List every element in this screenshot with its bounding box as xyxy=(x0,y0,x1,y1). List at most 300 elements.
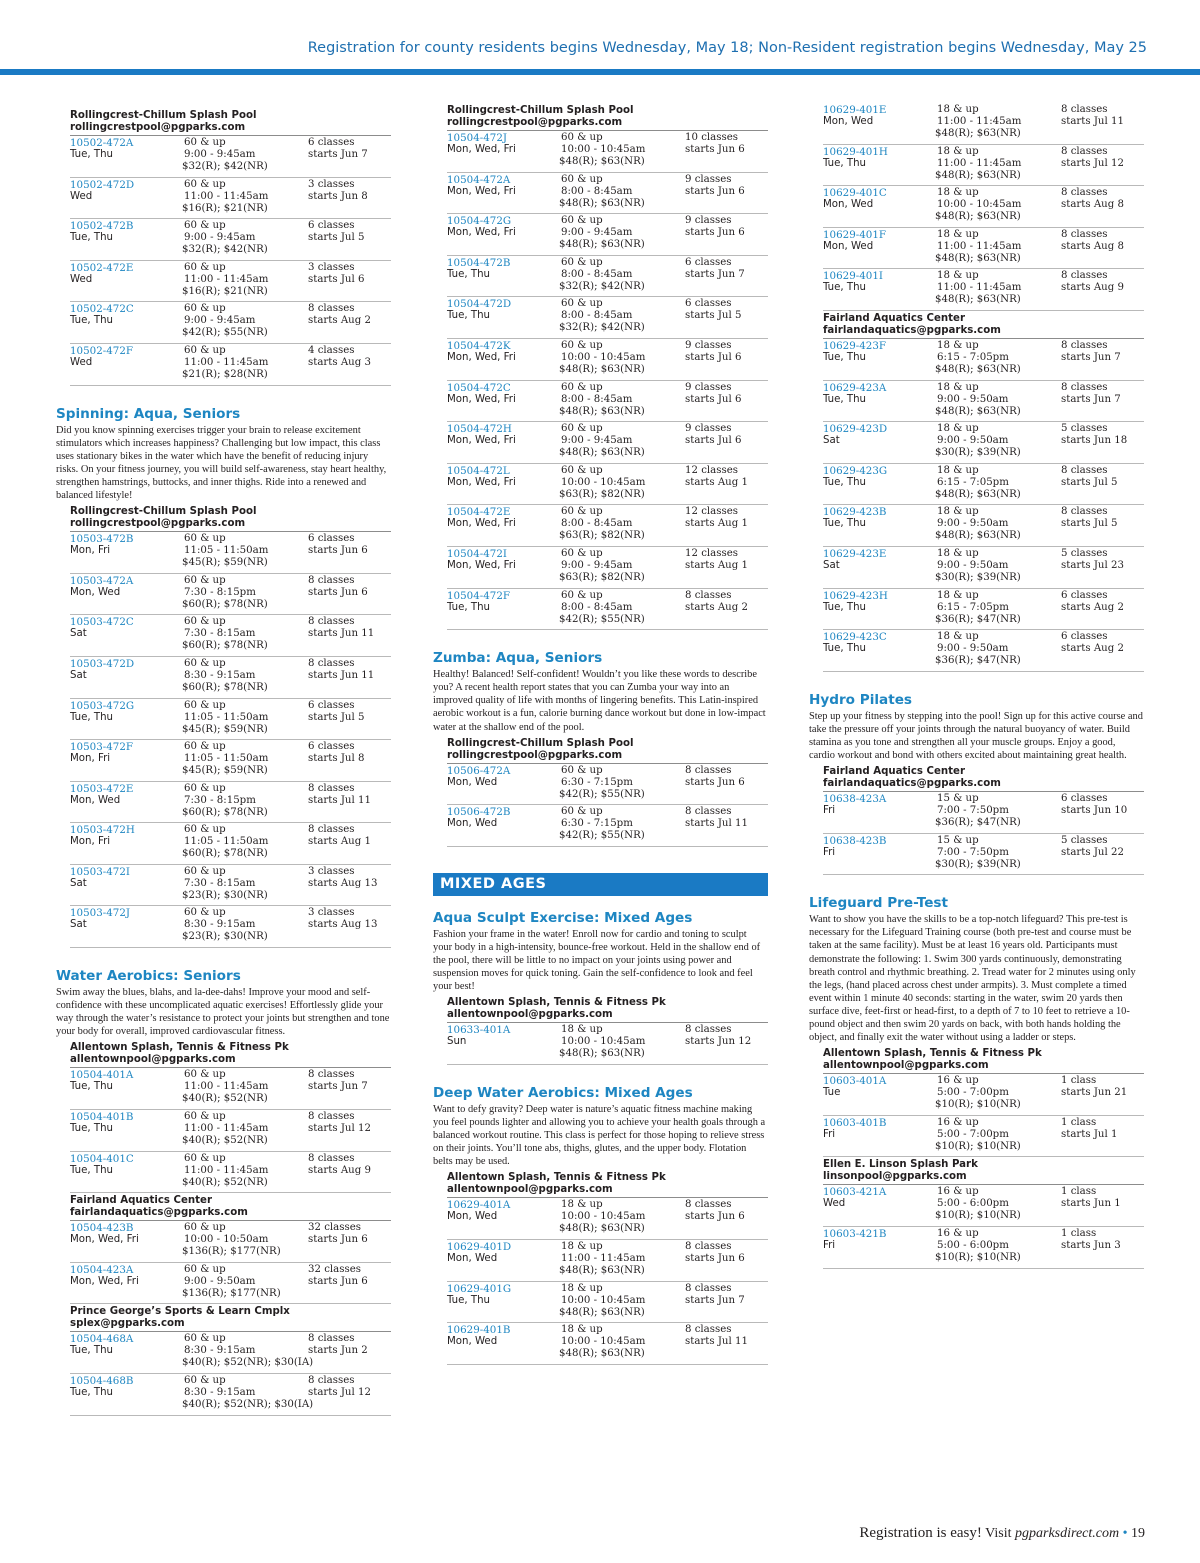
class-price: $48(R); $63(NR) xyxy=(559,363,645,375)
class-start: starts Jul 12 xyxy=(308,1123,371,1135)
class-time: 11:00 - 11:45am xyxy=(184,190,269,202)
class-row xyxy=(823,505,1144,547)
class-age: 16 & up xyxy=(937,1186,979,1198)
class-row xyxy=(70,657,391,699)
page-header xyxy=(0,0,1200,70)
class-time: 9:00 - 9:45am xyxy=(184,232,256,244)
class-start: starts Aug 9 xyxy=(1061,282,1124,294)
class-price: $48(R); $63(NR) xyxy=(935,488,1021,500)
class-count: 8 classes xyxy=(685,1324,732,1336)
class-price: $45(R); $59(NR) xyxy=(182,723,268,735)
class-price: $63(R); $82(NR) xyxy=(559,571,645,583)
class-age: 60 & up xyxy=(561,132,603,143)
class-time: 9:00 - 9:50am xyxy=(937,559,1009,571)
class-list xyxy=(56,1221,391,1304)
class-days: Mon, Fri xyxy=(70,836,111,848)
class-code: 10638-423B xyxy=(823,834,887,847)
class-time: 11:00 - 11:45am xyxy=(184,1164,269,1176)
class-time: 10:00 - 10:45am xyxy=(561,351,646,363)
class-time: 9:00 - 9:50am xyxy=(937,393,1009,405)
class-row xyxy=(70,865,391,907)
class-age: 60 & up xyxy=(184,344,226,356)
class-age: 60 & up xyxy=(561,464,603,476)
section-description: Swim away the blues, blahs, and la-dee-dahs! Improve your mood and self-confidence with these uncomplicated aquatic exercises! Effortlessly glide your way through the water’s resistance to protect your joints but strengthen and tone your body for overall, improved cardiovascular fitness. xyxy=(56,987,390,1038)
class-row xyxy=(447,173,768,215)
class-count: 8 classes xyxy=(308,1152,355,1164)
class-time: 11:05 - 11:50am xyxy=(184,711,269,723)
class-time: 10:00 - 10:45am xyxy=(561,144,646,155)
class-days: Sat xyxy=(70,628,87,640)
class-row xyxy=(823,630,1144,672)
class-row xyxy=(70,1332,391,1374)
class-price: $40(R); $52(NR); $30(IA) xyxy=(182,1399,314,1410)
class-time: 6:15 - 7:05pm xyxy=(937,351,1009,363)
class-count: 6 classes xyxy=(308,533,355,545)
class-start: starts Aug 2 xyxy=(685,601,748,613)
class-age: 18 & up xyxy=(937,270,979,282)
class-time: 10:00 - 10:45am xyxy=(561,1336,646,1348)
class-days: Tue, Thu xyxy=(70,1387,114,1398)
class-price: $42(R); $55(NR) xyxy=(559,788,645,800)
class-days: Tue, Thu xyxy=(823,643,867,655)
class-row xyxy=(823,1074,1144,1116)
class-days: Mon, Wed, Fri xyxy=(447,351,516,363)
class-start: starts Jul 6 xyxy=(685,435,742,447)
class-row xyxy=(823,464,1144,506)
class-days: Tue, Thu xyxy=(823,393,867,405)
class-days: Tue, Thu xyxy=(70,232,114,244)
class-list xyxy=(433,131,768,630)
class-time: 11:00 - 11:45am xyxy=(561,1252,646,1264)
class-days: Tue, Thu xyxy=(823,601,867,613)
class-price: $48(R); $63(NR) xyxy=(935,252,1021,264)
class-age: 18 & up xyxy=(937,339,979,351)
class-time: 10:00 - 10:45am xyxy=(561,1211,646,1223)
class-price: $45(R); $59(NR) xyxy=(182,557,268,569)
class-age: 18 & up xyxy=(561,1324,603,1336)
page-number: 19 xyxy=(1131,1526,1145,1541)
class-count: 6 classes xyxy=(685,298,732,310)
class-code: 10504-472F xyxy=(447,589,511,602)
class-code: 10629-423B xyxy=(823,506,887,519)
class-time: 11:05 - 11:50am xyxy=(184,753,269,765)
class-start: starts Jun 6 xyxy=(685,185,745,197)
class-start: starts Aug 1 xyxy=(685,559,748,571)
class-row xyxy=(70,532,391,574)
class-count: 8 classes xyxy=(308,1333,355,1345)
class-count: 8 classes xyxy=(308,1111,355,1123)
class-start: starts Jul 11 xyxy=(1061,116,1124,127)
class-age: 60 & up xyxy=(184,1263,226,1275)
class-days: Fri xyxy=(823,1128,836,1140)
class-count: 5 classes xyxy=(1061,423,1108,435)
class-code: 10504-472D xyxy=(447,298,512,311)
class-count: 9 classes xyxy=(685,173,732,185)
class-count: 8 classes xyxy=(1061,145,1108,157)
class-start: starts Jun 6 xyxy=(308,1234,368,1246)
class-time: 11:00 - 11:45am xyxy=(937,116,1022,127)
class-start: starts Jul 5 xyxy=(308,711,365,723)
class-row xyxy=(447,1323,768,1365)
class-count: 3 classes xyxy=(308,907,355,919)
class-age: 60 & up xyxy=(184,782,226,794)
class-price: $10(R); $10(NR) xyxy=(935,1210,1021,1222)
footer-website-link[interactable]: pgparksdirect.com xyxy=(1015,1526,1120,1541)
class-age: 18 & up xyxy=(561,1282,603,1294)
class-time: 8:30 - 9:15am xyxy=(184,919,256,931)
class-start: starts Jun 11 xyxy=(308,628,375,640)
class-row xyxy=(447,1240,768,1282)
class-count: 9 classes xyxy=(685,381,732,393)
class-code: 10503-472G xyxy=(70,699,135,712)
class-count: 8 classes xyxy=(685,1199,732,1211)
class-price: $48(R); $63(NR) xyxy=(559,1306,645,1318)
footer-bullet: • xyxy=(1122,1526,1128,1541)
class-age: 18 & up xyxy=(937,423,979,435)
class-days: Tue xyxy=(823,1087,841,1099)
class-code: 10504-472A xyxy=(447,173,511,186)
class-price: $48(R); $63(NR) xyxy=(935,128,1021,139)
class-list xyxy=(56,1332,391,1415)
class-count: 8 classes xyxy=(308,303,355,315)
class-days: Mon, Fri xyxy=(70,545,111,557)
class-age: 60 & up xyxy=(184,741,226,753)
class-count: 1 class xyxy=(1061,1228,1097,1239)
class-count: 12 classes xyxy=(685,464,738,476)
class-count: 6 classes xyxy=(308,741,355,753)
class-count: 3 classes xyxy=(308,865,355,877)
class-time: 9:00 - 9:50am xyxy=(184,1275,256,1287)
class-code: 10629-423F xyxy=(823,339,887,352)
class-time: 8:00 - 8:45am xyxy=(561,601,633,613)
class-days: Tue, Thu xyxy=(823,351,867,363)
class-age: 60 & up xyxy=(184,1375,226,1386)
class-row xyxy=(70,1221,391,1263)
venue-header: Rollingcrest-Chillum Splash Pool rollingcrestpool@pgparks.com xyxy=(447,103,768,131)
class-price: $48(R); $63(NR) xyxy=(935,169,1021,181)
class-count: 6 classes xyxy=(1061,631,1108,643)
class-age: 18 & up xyxy=(937,228,979,240)
class-row xyxy=(823,792,1144,834)
class-days: Mon, Wed, Fri xyxy=(447,227,516,239)
class-time: 9:00 - 9:50am xyxy=(937,435,1009,447)
class-price: $48(R); $63(NR) xyxy=(559,239,645,251)
class-time: 9:00 - 9:45am xyxy=(561,559,633,571)
class-count: 3 classes xyxy=(308,261,355,273)
class-start: starts Jul 22 xyxy=(1061,846,1124,858)
class-time: 7:30 - 8:15pm xyxy=(184,794,256,806)
class-time: 7:30 - 8:15pm xyxy=(184,586,256,598)
class-price: $48(R); $63(NR) xyxy=(559,447,645,459)
class-start: starts Jul 5 xyxy=(308,232,365,244)
class-price: $36(R); $47(NR) xyxy=(935,817,1021,829)
class-code: 10629-423G xyxy=(823,464,888,477)
class-age: 60 & up xyxy=(184,824,226,836)
class-count: 8 classes xyxy=(685,1282,732,1294)
section-description: Fashion your frame in the water! Enroll now for cardio and toning to sculpt your body in a high-intensity, bounce-free workout. Held in the shallow end of the pool, there will be little to no impact on your joints using power and suspension moves for quick toning. Gain the self-confidence to look and feel your best! xyxy=(433,928,761,993)
class-code: 10603-421B xyxy=(823,1228,887,1240)
class-time: 8:00 - 8:45am xyxy=(561,185,633,197)
section-title-zumba: Zumba: Aqua, Seniors xyxy=(433,650,603,667)
class-count: 8 classes xyxy=(308,616,355,628)
class-start: starts Jul 23 xyxy=(1061,559,1124,571)
class-list xyxy=(56,136,391,386)
class-count: 8 classes xyxy=(308,1069,355,1081)
class-price: $60(R); $78(NR) xyxy=(182,681,268,693)
class-days: Tue, Thu xyxy=(447,268,491,280)
class-list xyxy=(809,339,1144,672)
class-time: 6:15 - 7:05pm xyxy=(937,476,1009,488)
class-price: $40(R); $52(NR); $30(IA) xyxy=(182,1357,314,1369)
class-time: 11:00 - 11:45am xyxy=(184,1123,269,1135)
class-code: 10633-401A xyxy=(447,1024,511,1037)
class-code: 10504-468A xyxy=(70,1333,134,1346)
venue-header: Fairland Aquatics Centerfairlandaquatics@pgparks.com xyxy=(70,1193,391,1221)
class-row xyxy=(447,805,768,847)
class-row xyxy=(823,103,1144,145)
class-days: Mon, Wed, Fri xyxy=(70,1234,139,1246)
class-start: starts Aug 13 xyxy=(308,919,378,931)
venue-header: Fairland Aquatics Centerfairlandaquatics@pgparks.com xyxy=(823,311,1144,339)
class-code: 10603-401A xyxy=(823,1075,887,1088)
class-row xyxy=(70,906,391,948)
class-days: Tue, Thu xyxy=(823,476,867,488)
class-price: $32(R); $42(NR) xyxy=(182,161,268,172)
class-start: starts Jul 12 xyxy=(308,1387,371,1398)
class-list xyxy=(809,103,1144,311)
class-start: starts Jul 6 xyxy=(685,351,742,363)
class-age: 60 & up xyxy=(561,806,603,818)
class-time: 10:00 - 10:45am xyxy=(937,199,1022,211)
class-start: starts Jun 6 xyxy=(685,1252,745,1264)
class-price: $48(R); $63(NR) xyxy=(935,363,1021,375)
class-time: 8:30 - 9:15am xyxy=(184,669,256,681)
class-price: $63(R); $82(NR) xyxy=(559,530,645,542)
class-row xyxy=(447,1282,768,1324)
class-days: Mon, Wed, Fri xyxy=(447,518,516,530)
class-code: 10629-423C xyxy=(823,631,887,644)
class-time: 10:00 - 10:45am xyxy=(561,476,646,488)
class-days: Mon, Wed xyxy=(823,199,874,211)
class-time: 9:00 - 9:45am xyxy=(561,435,633,447)
class-days: Sat xyxy=(70,919,87,931)
class-start: starts Jul 5 xyxy=(1061,476,1118,488)
class-time: 9:00 - 9:50am xyxy=(937,518,1009,530)
class-days: Tue, Thu xyxy=(70,1081,114,1093)
class-count: 1 class xyxy=(1061,1186,1097,1198)
class-days: Mon, Wed, Fri xyxy=(447,559,516,571)
class-code: 10503-472H xyxy=(70,824,135,837)
class-count: 4 classes xyxy=(308,344,355,356)
class-price: $48(R); $63(NR) xyxy=(559,1264,645,1276)
class-days: Sat xyxy=(70,669,87,681)
class-code: 10504-423A xyxy=(70,1263,134,1276)
class-time: 11:00 - 11:45am xyxy=(184,1081,269,1093)
footer-visit: Visit xyxy=(985,1526,1012,1541)
class-price: $48(R); $63(NR) xyxy=(559,1048,645,1060)
class-days: Tue, Thu xyxy=(70,315,114,327)
class-row xyxy=(70,615,391,657)
class-code: 10629-401D xyxy=(447,1240,512,1253)
class-code: 10629-401A xyxy=(447,1199,511,1212)
venue-header: Prince George’s Sports & Learn Cmplx splex@pgparks.com xyxy=(70,1304,391,1332)
class-code: 10629-423H xyxy=(823,589,888,602)
class-row xyxy=(823,186,1144,228)
class-days: Mon, Wed xyxy=(447,1252,498,1264)
class-age: 60 & up xyxy=(184,1152,226,1164)
class-code: 10504-472J xyxy=(447,132,508,144)
class-start: starts Jun 7 xyxy=(685,268,745,280)
class-code: 10503-472E xyxy=(70,782,134,795)
class-start: starts Jun 6 xyxy=(685,144,745,155)
class-row xyxy=(447,214,768,256)
class-code: 10504-401B xyxy=(70,1111,134,1124)
class-price: $30(R); $39(NR) xyxy=(935,447,1021,459)
class-count: 8 classes xyxy=(1061,464,1108,476)
class-code: 10504-401A xyxy=(70,1069,134,1082)
class-row xyxy=(70,219,391,261)
class-start: starts Jun 21 xyxy=(1061,1087,1128,1099)
class-days: Tue, Thu xyxy=(70,1345,114,1357)
class-start: starts Jun 6 xyxy=(685,227,745,239)
class-start: starts Jul 1 xyxy=(1061,1128,1118,1140)
class-age: 15 & up xyxy=(937,834,979,846)
class-start: starts Jul 5 xyxy=(1061,518,1118,530)
class-days: Tue, Thu xyxy=(70,149,114,160)
class-age: 60 & up xyxy=(184,1111,226,1123)
class-row xyxy=(447,1198,768,1240)
class-days: Fri xyxy=(823,846,836,858)
class-list xyxy=(433,1023,768,1065)
class-code: 10629-401E xyxy=(823,104,887,116)
class-price: $30(R); $39(NR) xyxy=(935,858,1021,870)
class-days: Tue, Thu xyxy=(447,1294,491,1306)
class-start: starts Jun 11 xyxy=(308,669,375,681)
class-start: starts Jun 6 xyxy=(308,545,368,557)
class-row xyxy=(447,339,768,381)
class-time: 7:30 - 8:15am xyxy=(184,628,256,640)
class-row xyxy=(70,302,391,344)
section-title-lifeguard: Lifeguard Pre-Test xyxy=(809,895,949,912)
venue-header: Allentown Splash, Tennis & Fitness Pk allentownpool@pgparks.com xyxy=(447,1170,768,1198)
class-row xyxy=(70,1068,391,1110)
class-code: 10504-468B xyxy=(70,1375,134,1387)
class-start: starts Jun 8 xyxy=(308,190,368,202)
class-row xyxy=(70,1374,391,1416)
class-age: 60 & up xyxy=(561,423,603,435)
class-age: 60 & up xyxy=(561,589,603,601)
section-description: Step up your fitness by stepping into the pool! Sign up for this active course and take the pressure off your joints through the natural buoyancy of water. Build stamina as you tone and strengthen all your muscle groups. Enjoy a good, cardio workout and bond with others excited about maintaining great health. xyxy=(809,710,1143,761)
class-code: 10629-423D xyxy=(823,423,888,436)
class-price: $48(R); $63(NR) xyxy=(559,1348,645,1360)
class-count: 6 classes xyxy=(1061,793,1108,805)
class-age: 60 & up xyxy=(184,137,226,148)
class-price: $40(R); $52(NR) xyxy=(182,1176,268,1188)
class-age: 15 & up xyxy=(937,793,979,805)
column-right xyxy=(809,103,1144,1269)
class-row xyxy=(447,764,768,806)
class-start: starts Aug 1 xyxy=(685,518,748,530)
class-row xyxy=(70,261,391,303)
venue-header: Ellen E. Linson Splash Parklinsonpool@pgparks.com xyxy=(823,1157,1144,1185)
class-list xyxy=(809,1074,1144,1157)
class-time: 8:00 - 8:45am xyxy=(561,393,633,405)
class-age: 16 & up xyxy=(937,1228,979,1239)
class-code: 10503-472A xyxy=(70,574,134,587)
class-row xyxy=(447,297,768,339)
class-age: 18 & up xyxy=(561,1240,603,1252)
class-age: 60 & up xyxy=(561,547,603,559)
class-days: Fri xyxy=(823,1240,836,1251)
class-price: $40(R); $52(NR) xyxy=(182,1135,268,1147)
class-count: 6 classes xyxy=(308,137,355,148)
class-start: starts Aug 2 xyxy=(1061,601,1124,613)
class-time: 7:30 - 8:15am xyxy=(184,877,256,889)
class-price: $16(R); $21(NR) xyxy=(182,202,268,214)
column-middle xyxy=(433,103,768,1365)
class-days: Mon, Wed xyxy=(823,240,874,252)
class-price: $10(R); $10(NR) xyxy=(935,1099,1021,1111)
class-age: 60 & up xyxy=(184,1222,226,1234)
class-age: 60 & up xyxy=(184,616,226,628)
class-code: 10502-472E xyxy=(70,261,134,274)
class-age: 18 & up xyxy=(937,464,979,476)
class-start: starts Aug 1 xyxy=(308,836,371,848)
class-start: starts Jun 6 xyxy=(308,586,368,598)
class-price: $10(R); $10(NR) xyxy=(935,1140,1021,1152)
class-count: 8 classes xyxy=(308,1375,355,1386)
section-description: Did you know spinning exercises trigger your brain to release excitement stimulators which increases happiness? Challenging but low impact, this class uses stationary bikes in the water which have the benefit of reducing injury risks. On your fitness journey, you will build self-awareness, stay heart healthy, strengthen hamstrings, buttocks, and inner thighs. Ride into a renewed and balanced lifestyle! xyxy=(56,424,387,502)
class-time: 8:00 - 8:45am xyxy=(561,268,633,280)
class-code: 10629-401C xyxy=(823,187,887,200)
section-description: Want to show you have the skills to be a top-notch lifeguard? This pre-test is necessary for the Lifeguard Training course (both pre-test and course must be taken at the same facility). Must be at least 16 years old. Participants must demonstrate the following: 1. Swim 300 yards continuously, demonstrating breath control and rhythmic breathing. 2. Tread water for 2 minutes using only the legs, (hand placed across chest under armpits). 3. Must complete a timed event within 1 minute 40 seconds: starting in the water, swim 20 yards then surface dive, feet-first or head-first, to a depth of 7 to 10 feet to retrieve a 10-pound object and then swim 20 yards on back, with both hands holding the object, and finally exit the water without using a ladder or steps. xyxy=(809,914,1136,1044)
class-row xyxy=(70,1110,391,1152)
registration-banner-text: Registration for county residents begins Wednesday, May 18; Non-Resident registration begins Wednesday, May 25 xyxy=(307,40,1147,56)
class-count: 8 classes xyxy=(308,574,355,586)
class-time: 11:00 - 11:45am xyxy=(937,282,1022,294)
class-price: $32(R); $42(NR) xyxy=(559,322,645,334)
class-code: 10629-423A xyxy=(823,381,887,394)
class-count: 6 classes xyxy=(308,699,355,711)
class-days: Mon, Wed xyxy=(447,1336,498,1348)
class-code: 10504-472K xyxy=(447,339,511,352)
class-start: starts Jun 18 xyxy=(1061,435,1128,447)
class-price: $136(R); $177(NR) xyxy=(182,1246,281,1258)
class-count: 10 classes xyxy=(685,132,738,143)
class-price: $32(R); $42(NR) xyxy=(182,244,268,256)
class-start: starts Jul 6 xyxy=(685,393,742,405)
class-age: 18 & up xyxy=(937,187,979,199)
class-days: Mon, Wed, Fri xyxy=(447,393,516,405)
class-row xyxy=(447,464,768,506)
class-price: $48(R); $63(NR) xyxy=(935,405,1021,417)
class-age: 60 & up xyxy=(184,303,226,315)
class-code: 10506-472B xyxy=(447,806,511,819)
class-price: $40(R); $52(NR) xyxy=(182,1093,268,1105)
class-price: $23(R); $30(NR) xyxy=(182,889,268,901)
class-start: starts Aug 8 xyxy=(1061,199,1124,211)
class-code: 10504-472G xyxy=(447,215,512,228)
class-days: Mon, Wed, Fri xyxy=(447,144,516,155)
class-time: 9:00 - 9:50am xyxy=(937,643,1009,655)
class-time: 9:00 - 9:45am xyxy=(561,227,633,239)
class-count: 6 classes xyxy=(685,256,732,268)
class-price: $30(R); $39(NR) xyxy=(935,571,1021,583)
class-price: $63(R); $82(NR) xyxy=(559,488,645,500)
class-price: $60(R); $78(NR) xyxy=(182,848,268,860)
class-code: 10502-472C xyxy=(70,303,134,316)
class-days: Tue, Thu xyxy=(447,601,491,613)
